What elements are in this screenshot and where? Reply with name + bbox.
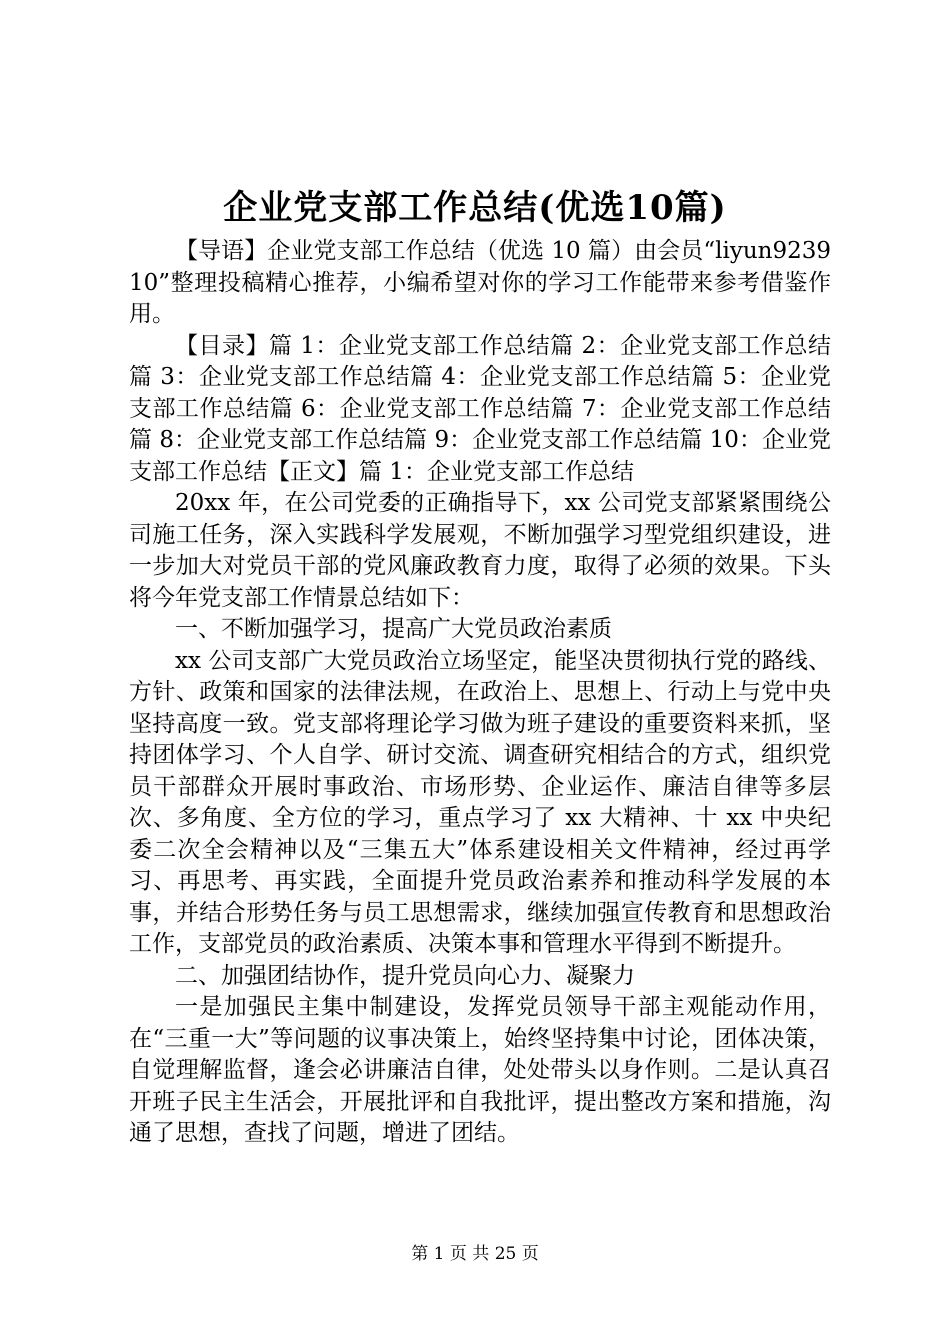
body-paragraph-3: 一是加强民主集中制建设，发挥党员领导干部主观能动作用，在“三重一大”等问题的议事决策上，始终坚持集中讨论，团体决策，自觉理解监督，逢会必讲廉洁自律，处处带头以身作则。二是认真召开班子民主生活会，开展批评和自我批评，提出整改方案和措施，沟通了思想，查找了问题，增进了团结。 xyxy=(129,994,831,1146)
section-heading-2: 二、加强团结协作，提升党员向心力、凝聚力 xyxy=(175,962,635,989)
body-paragraph-1: 20xx 年，在公司党委的正确指导下，xx 公司党支部紧紧围绕公司施工任务，深入实践科学发展观，不断加强学习型党组织建设，进一步加大对党员干部的党风廉政教育力度，取得了必须的效果。下头将今年党支部工作情景总结如下： xyxy=(129,490,831,611)
document-body xyxy=(129,236,831,1150)
intro-paragraph: 【导语】企业党支部工作总结（优选 10 篇）由会员“liyun923910”整理投稿精心推荐，小编希望对你的学习工作能带来参考借鉴作用。 xyxy=(129,238,831,327)
toc-paragraph: 【目录】篇 1：企业党支部工作总结篇 2：企业党支部工作总结篇 3：企业党支部工作总结篇 4：企业党支部工作总结篇 5：企业党支部工作总结篇 6：企业党支部工作总结篇 7：企业党支部工作总结篇 8：企业党支部工作总结篇 9：企业党支部工作总结篇 10：企业党支部工作总结【正文】篇 1：企业党支部工作总结 xyxy=(129,332,831,485)
document-title: 企业党支部工作总结(优选10篇) xyxy=(223,188,727,228)
body-paragraph-2: xx 公司支部广大党员政治立场坚定，能坚决贯彻执行党的路线、方针、政策和国家的法律法规，在政治上、思想上、行动上与党中央坚持高度一致。党支部将理论学习做为班子建设的重要资料来抓，坚持团体学习、个人自学、研讨交流、调查研究相结合的方式，组织党员干部群众开展时事政治、市场形势、企业运作、廉洁自律等多层次、多角度、全方位的学习，重点学习了 xx 大精神、十 xx 中央纪委二次全会精神以及“三集五大”体系建设相关文件精神，经过再学习、再思考、再实践，全面提升党员政治素养和推动科学发展的本事，并结合形势任务与员工思想需求，继续加强宣传教育和思想政治工作，支部党员的政治素质、决策本事和管理水平得到不断提升。 xyxy=(129,647,831,957)
page-footer: 第 1 页 共 25 页 xyxy=(411,1244,539,1264)
section-heading-1: 一、不断加强学习，提高广大党员政治素质 xyxy=(175,616,612,642)
